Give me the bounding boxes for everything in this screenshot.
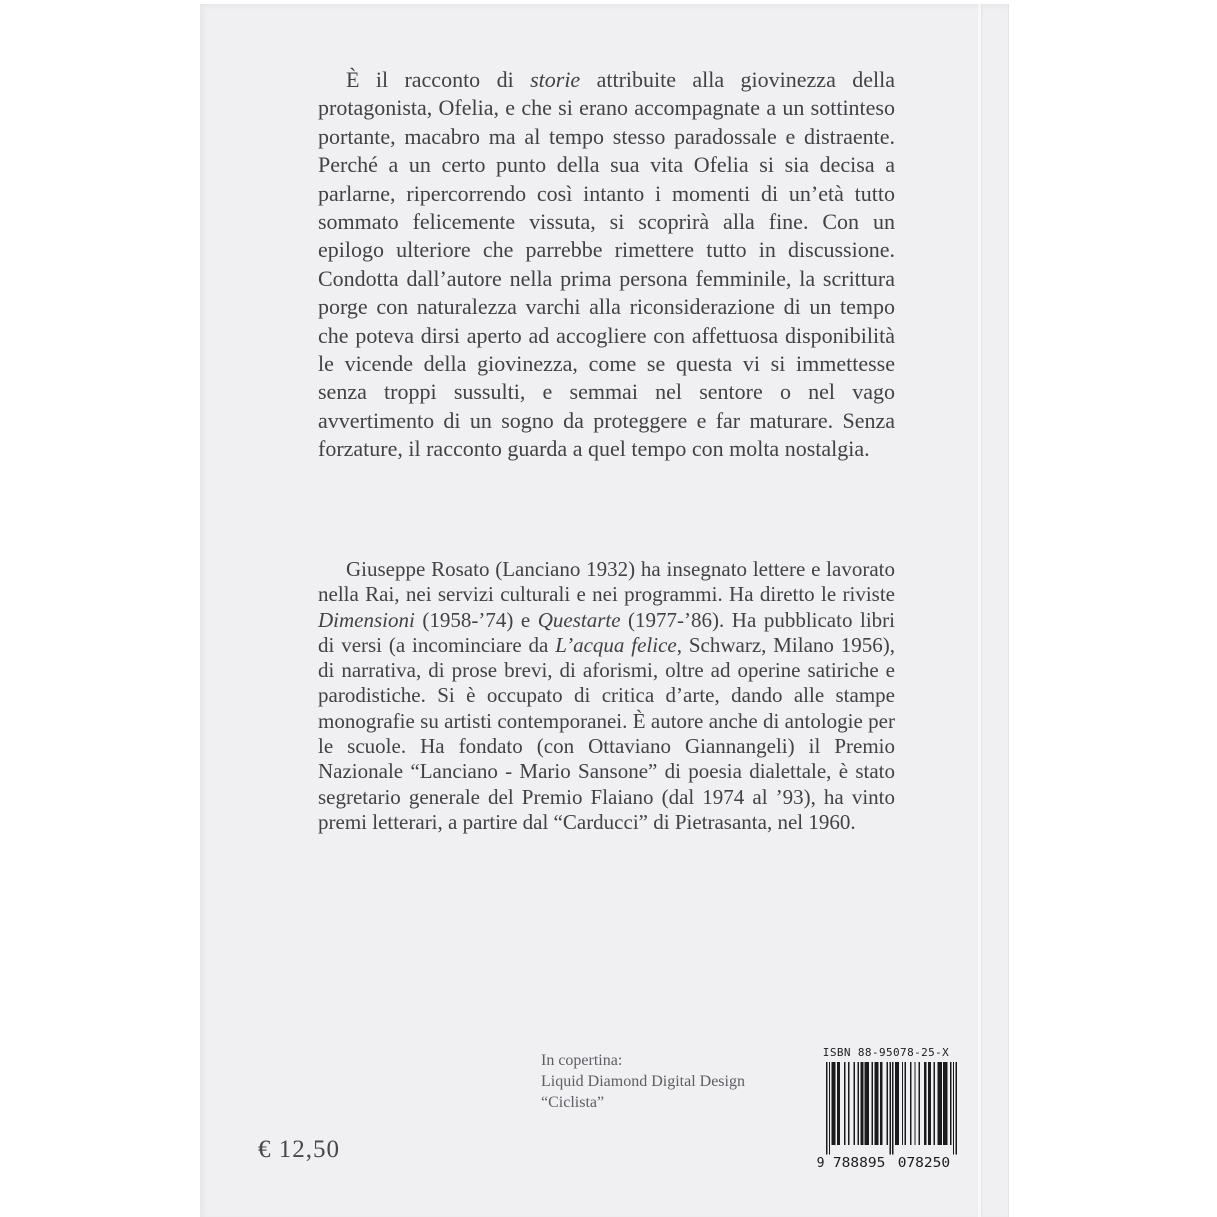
svg-text:078250: 078250	[897, 1156, 951, 1170]
price-label: € 12,50	[258, 1136, 340, 1163]
ean13-barcode	[815, 1062, 957, 1170]
author-bio-paragraph: Giuseppe Rosato (Lanciano 1932) ha insegnato lettere e lavorato nella Rai, nei servizi culturali e nei programmi. Ha diretto le riviste Dimensioni (1958-’74) e Questarte (1977-’86). Ha pubblicato libri di versi (a incominciare da L’acqua felice, Schwarz, Milano 1956), di narrativa, di prose brevi, di aforismi, oltre ad operine satiriche e parodistiche. Si è occupato di critica d’arte, dando alle stampe monografie su artisti contemporanei. È autore anche di antologie per le scuole. Ha fondato (con Ottaviano Giannangeli) il Premio Nazionale “Lanciano - Mario Sansone” di poesia dialettale, è stato segretario generale del Premio Flaiano (dal 1974 al ’93), ha vinto premi letterari, a partire dal “Carducci” di Pietrasanta, nel 1960.	[318, 557, 896, 834]
isbn-label: ISBN 88-95078-25-X	[822, 1046, 950, 1059]
svg-text:788895: 788895	[832, 1156, 886, 1170]
book-back-cover	[200, 4, 1009, 1217]
svg-text:9: 9	[816, 1156, 825, 1170]
cover-crease-line	[978, 4, 981, 1217]
cover-credit-heading: In copertina:	[541, 1052, 623, 1069]
synopsis-paragraph: È il racconto di storie attribuite alla giovinezza della protagonista, Ofelia, e che si erano accompagnate a un sottinteso portante, macabro ma al tempo stesso paradossale e distraente. Perché a un certo punto della sua vita Ofelia si sia decisa a parlarne, ripercorrendo così intanto i momenti di un’età tutto sommato felicemente vissuta, si scoprirà alla fine. Con un epilogo ulteriore che parrebbe rimettere tutto in discussione. Condotta dall’autore nella prima persona femminile, la scrittura porge con naturalezza varchi alla riconsiderazione di un tempo che poteva dirsi aperto ad accogliere con affettuosa disponibilità le vicende della giovinezza, come se questa vi si immettesse senza troppi sussulti, e semmai nel sentore o nel vago avvertimento di un sogno da proteggere e far maturare. Senza forzature, il racconto guarda a quel tempo con molta nostalgia.	[318, 67, 895, 462]
barcode-block	[808, 1046, 964, 1170]
cover-credit-block	[541, 1050, 745, 1113]
cover-credit-designer: Liquid Diamond Digital Design	[541, 1073, 745, 1090]
cover-credit-artwork-title: “Ciclista”	[541, 1094, 605, 1111]
